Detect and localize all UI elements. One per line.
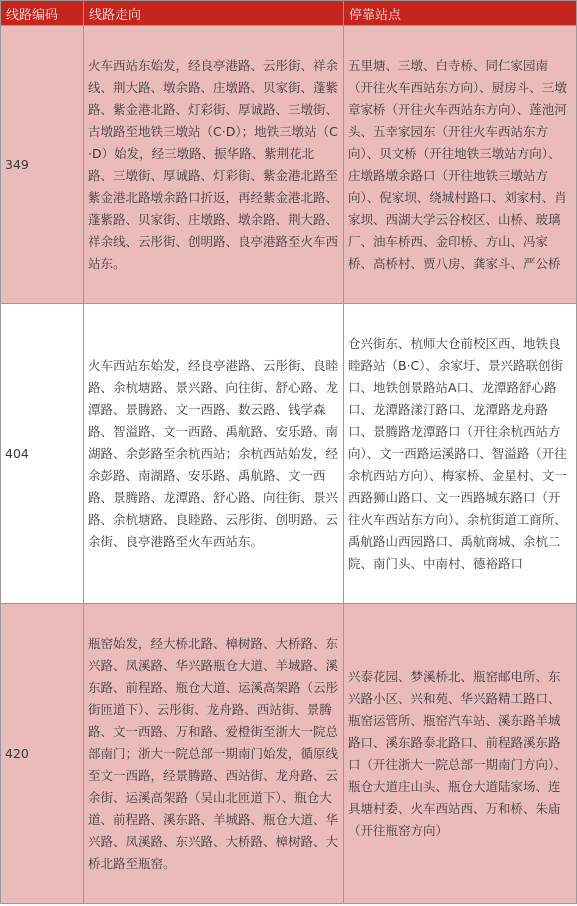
header-stops: 停靠站点	[344, 1, 577, 26]
route-stops-cell: 仓兴街东、杭师大仓前校区西、地铁良睦路站（B·C）、余家圩、景兴路联创街口、地铁创景路站A口、龙潭路舒心路口、龙潭路漾汀路口、龙潭路龙舟路口、景腾路龙潭路口（开往余杭西站方向）、文一西路运溪路口、智溢路（开往余杭西站方向）、梅家桥、金星村、文一西路狮山路口、文一西路城东路口（开往火车西站东方向）、余杭街道工商所、禹航路山西园路口、禹航商城、余杭二院、南门头、中南村、德裕路口	[344, 304, 577, 604]
route-code-cell: 349	[1, 26, 84, 304]
route-code-cell: 404	[1, 304, 84, 604]
table-header	[1, 1, 577, 26]
route-direction-cell: 瓶窑始发，经大桥北路、樟树路、大桥路、东兴路、凤溪路、华兴路瓶仓大道、羊城路、溪东路、前程路、瓶仓大道、运溪高架路（云彤街匝道下）、云彤街、龙舟路、西站街、景腾路、文一西路、万和路、爱橙街至浙大一院总部南门；浙大一院总部一期南门始发，循原线至文一西路，经景腾路、西站街、龙舟路、云余街、运溪高架路（吴山北匝道下）、瓶仓大道、前程路、溪东路、羊城路、瓶仓大道、华兴路、凤溪路、东兴路、大桥路、樟树路、大桥北路至瓶窑。	[84, 604, 344, 904]
header-route-direction: 线路走向	[84, 1, 344, 26]
table-body	[1, 26, 577, 904]
table-row	[1, 304, 577, 604]
header-row	[1, 1, 577, 26]
header-route-code: 线路编码	[1, 1, 84, 26]
route-code-cell: 420	[1, 604, 84, 904]
route-direction-cell: 火车西站东始发，经良亭港路、云彤街、良睦路、余杭塘路、景兴路、向往街、舒心路、龙潭路、景腾路、文一西路、数云路、钱学森路、智溢路、文一西路、禹航路、安乐路、南湖路、余彭路至余杭西站；余杭西站始发，经余彭路、南湖路、安乐路、禹航路、文一西路、景腾路、龙潭路、舒心路、向往街、景兴路、余杭塘路、良睦路、云彤街、创明路、云余街、良亭港路至火车西站东。	[84, 304, 344, 604]
route-direction-cell: 火车西站东始发，经良亭港路、云彤街、祥余线、荆大路、墩余路、庄墩路、贝家街、蓬紫路、紫金港北路、灯彩街、厚诚路、三墩街、古墩路至地铁三墩站（C·D）；地铁三墩站（C·D）始发，经三墩路、振华路、紫荆花北路、三墩街、厚诚路、灯彩街、紫金港北路至紫金港北路墩余路口折返，再经紫金港北路、蓬紫路、贝家街、庄墩路、墩余路、荆大路、祥余线、云彤街、创明路、良亭港路至火车西站东。	[84, 26, 344, 304]
table-row	[1, 26, 577, 304]
table-row	[1, 604, 577, 904]
route-stops-cell: 五里塘、三墩、白寺桥、同仁家园南（开往火车西站东方向）、厨房斗、三墩章家桥（开往火车西站东方向）、莲池河头、五幸家园东（开往火车西站东方向）、贝文桥（开往地铁三墩站方向）、庄墩路墩余路口（开往地铁三墩站方向）、倪家坝、绕城村路口、刘家村、肖家坝、西湖大学云谷校区、山桥、玻璃厂、油车桥西、金印桥、方山、冯家桥、高桥村、贾八房、龚家斗、严公桥	[344, 26, 577, 304]
route-stops-cell: 兴泰花园、梦溪桥北、瓶窑邮电所、东兴路小区、兴和苑、华兴路精工路口、瓶窑运管所、瓶窑汽车站、溪东路羊城路口、溪东路泰北路口、前程路溪东路口（开往浙大一院总部一期南门方向）、瓶仓大道庄山头、瓶仓大道陆家场、连具塘村委、火车西站西、万和桥、朱庙（开往瓶窑方向）	[344, 604, 577, 904]
